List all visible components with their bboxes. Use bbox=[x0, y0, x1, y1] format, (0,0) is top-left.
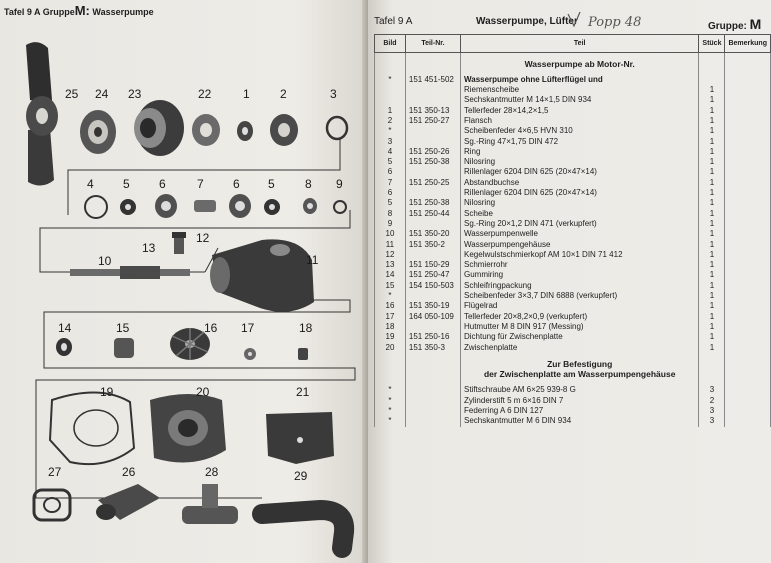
cell-bemerkung bbox=[725, 157, 771, 167]
cell-bild: 17 bbox=[375, 312, 406, 322]
right-title: Wasserpumpe, Lüfter bbox=[476, 16, 578, 27]
cell-bild: 11 bbox=[375, 240, 406, 250]
cell-stueck: 1 bbox=[699, 209, 725, 219]
right-page-header bbox=[374, 12, 771, 34]
table-row bbox=[375, 198, 771, 208]
cell-stueck: 1 bbox=[699, 85, 725, 95]
cell-stueck: 3 bbox=[699, 385, 725, 395]
cell-teil: Scheibenfeder 3×3,7 DIN 6888 (verkupfert) bbox=[460, 291, 698, 301]
cell-stueck: 1 bbox=[699, 178, 725, 188]
cell-stueck bbox=[699, 359, 725, 369]
table-row bbox=[375, 322, 771, 332]
callout-29: 29 bbox=[294, 469, 308, 483]
cell-teil: Hutmutter M 8 DIN 917 (Messing) bbox=[460, 322, 698, 332]
table-row bbox=[375, 167, 771, 177]
cell-teil: Flügelrad bbox=[460, 301, 698, 311]
cell-bemerkung bbox=[725, 188, 771, 198]
cell-bemerkung bbox=[725, 385, 771, 395]
cell-bemerkung bbox=[725, 219, 771, 229]
cell-teil-nr bbox=[405, 322, 460, 332]
cell-teil: Abstandbuchse bbox=[460, 178, 698, 188]
callout-12: 12 bbox=[196, 231, 210, 245]
cell-bild: 6 bbox=[375, 188, 406, 198]
cell-bild: 19 bbox=[375, 332, 406, 342]
cell-teil: Flansch bbox=[460, 116, 698, 126]
exploded-parts-drawing bbox=[0, 0, 368, 563]
cell-bild: 1 bbox=[375, 106, 406, 116]
cell-teil: Kegelwulstschmierkopf AM 10×1 DIN 71 412 bbox=[460, 250, 698, 260]
plate-21 bbox=[266, 412, 334, 464]
cell-bild: * bbox=[375, 385, 406, 395]
col-teil: Teil bbox=[460, 35, 698, 53]
flange-2 bbox=[270, 114, 298, 146]
cell-teil: Sechskantmutter M 6 DIN 934 bbox=[460, 416, 698, 426]
cell-stueck: 1 bbox=[699, 137, 725, 147]
callout-28: 28 bbox=[205, 465, 219, 479]
spacer-22 bbox=[192, 114, 220, 146]
table-row bbox=[375, 229, 771, 239]
cell-teil: Tellerfeder 20×8,2×0,9 (verkupfert) bbox=[460, 312, 698, 322]
callout-23: 23 bbox=[128, 87, 142, 101]
cell-teil: Sechskantmutter M 14×1,5 DIN 934 bbox=[460, 95, 698, 105]
callout-10: 10 bbox=[98, 254, 112, 268]
cell-bemerkung bbox=[725, 147, 771, 157]
cell-bild: 5 bbox=[375, 157, 406, 167]
cell-bild: * bbox=[375, 75, 406, 85]
cell-teil-nr bbox=[405, 406, 460, 416]
cell-bemerkung bbox=[725, 75, 771, 85]
callout-9: 9 bbox=[336, 177, 343, 191]
cell-bild: 6 bbox=[375, 167, 406, 177]
cell-stueck: 1 bbox=[699, 126, 725, 136]
cell-bild: * bbox=[375, 396, 406, 406]
table-row bbox=[375, 291, 771, 301]
cell-bemerkung bbox=[725, 291, 771, 301]
cell-stueck: 1 bbox=[699, 312, 725, 322]
cell-teil-nr bbox=[405, 219, 460, 229]
callout-7: 7 bbox=[197, 177, 204, 191]
handwritten-note bbox=[566, 10, 676, 32]
callout-1: 1 bbox=[243, 87, 250, 101]
cell-teil-nr bbox=[405, 291, 460, 301]
cell-bemerkung bbox=[725, 137, 771, 147]
table-row bbox=[375, 260, 771, 270]
cell-bild bbox=[375, 359, 406, 369]
cell-bemerkung bbox=[725, 301, 771, 311]
cell-stueck: 1 bbox=[699, 250, 725, 260]
cell-stueck: 1 bbox=[699, 167, 725, 177]
cell-teil-nr bbox=[405, 369, 460, 379]
table-header-row bbox=[375, 35, 771, 53]
cell-stueck: 2 bbox=[699, 396, 725, 406]
cell-teil: Dichtung für Zwischenplatte bbox=[460, 332, 698, 342]
callout-16: 16 bbox=[204, 321, 218, 335]
cell-stueck: 1 bbox=[699, 322, 725, 332]
col-bemerkung: Bemerkung bbox=[725, 35, 771, 53]
col-teil-nr: Teil-Nr. bbox=[405, 35, 460, 53]
cell-teil-nr: 151 250-27 bbox=[405, 116, 460, 126]
cell-teil-nr: 151 250-26 bbox=[405, 147, 460, 157]
cell-teil: Wasserpumpengehäuse bbox=[460, 240, 698, 250]
cell-bemerkung bbox=[725, 59, 771, 69]
callout-17: 17 bbox=[241, 321, 255, 335]
cell-teil: Wasserpumpe ohne Lüfterflügel und bbox=[460, 75, 698, 85]
cell-bemerkung bbox=[725, 126, 771, 136]
fan-blade-25 bbox=[26, 42, 58, 185]
cell-bemerkung bbox=[725, 116, 771, 126]
cell-bild: 13 bbox=[375, 260, 406, 270]
cell-stueck: 1 bbox=[699, 301, 725, 311]
section-title-row-1 bbox=[375, 59, 771, 69]
cell-teil: Wasserpumpenwelle bbox=[460, 229, 698, 239]
cell-bild bbox=[375, 85, 406, 95]
cell-bemerkung bbox=[725, 178, 771, 188]
cell-bemerkung bbox=[725, 416, 771, 426]
cell-teil: Nilosring bbox=[460, 198, 698, 208]
cell-stueck: 1 bbox=[699, 229, 725, 239]
callout-19: 19 bbox=[100, 385, 114, 399]
cell-bemerkung bbox=[725, 281, 771, 291]
callout-27: 27 bbox=[48, 465, 62, 479]
disc-spring-1 bbox=[237, 121, 253, 141]
cell-teil-nr: 151 350-13 bbox=[405, 106, 460, 116]
circlip-3 bbox=[327, 117, 347, 139]
gasket-19 bbox=[50, 392, 134, 464]
cell-bild: 2 bbox=[375, 116, 406, 126]
cell-stueck bbox=[699, 59, 725, 69]
cell-stueck: 1 bbox=[699, 332, 725, 342]
table-row bbox=[375, 219, 771, 229]
cell-teil: Zwischenplatte bbox=[460, 343, 698, 353]
table-row bbox=[375, 157, 771, 167]
parts-table-body bbox=[375, 53, 771, 427]
callout-24: 24 bbox=[95, 87, 109, 101]
table-row bbox=[375, 188, 771, 198]
right-gruppe bbox=[708, 16, 761, 32]
cell-teil-nr bbox=[405, 396, 460, 406]
cell-bemerkung bbox=[725, 369, 771, 379]
grease-nipple-12-13 bbox=[172, 232, 186, 254]
table-row bbox=[375, 396, 771, 406]
cell-stueck: 1 bbox=[699, 95, 725, 105]
handwriting-text: Popp 48 bbox=[588, 15, 642, 30]
cell-stueck: 1 bbox=[699, 147, 725, 157]
cell-teil-nr: 151 350-20 bbox=[405, 229, 460, 239]
cell-teil-nr: 151 350-19 bbox=[405, 301, 460, 311]
callout-5: 5 bbox=[123, 177, 130, 191]
cell-teil: Gummiring bbox=[460, 270, 698, 280]
table-row bbox=[375, 85, 771, 95]
row4-parts bbox=[56, 328, 308, 360]
row2-parts bbox=[85, 194, 346, 218]
cell-teil-nr: 151 350-3 bbox=[405, 343, 460, 353]
table-row bbox=[375, 106, 771, 116]
left-gruppe: M: bbox=[74, 3, 90, 18]
cell-teil: Riemenscheibe bbox=[460, 85, 698, 95]
table-row bbox=[375, 95, 771, 105]
cell-teil-nr: 151 250-16 bbox=[405, 332, 460, 342]
cell-stueck: 1 bbox=[699, 343, 725, 353]
cell-bemerkung bbox=[725, 106, 771, 116]
cell-bild: * bbox=[375, 291, 406, 301]
cell-teil-nr: 151 250-47 bbox=[405, 270, 460, 280]
cell-bemerkung bbox=[725, 359, 771, 369]
left-gruppe-label: Gruppe bbox=[42, 7, 75, 17]
table-row bbox=[375, 147, 771, 157]
left-tafel: Tafel 9 A bbox=[4, 7, 41, 17]
table-row bbox=[375, 332, 771, 342]
section-title: Zur Befestigung bbox=[460, 359, 698, 369]
right-gruppe-label: Gruppe: bbox=[708, 21, 747, 32]
col-stueck: Stück bbox=[699, 35, 725, 53]
cell-teil-nr bbox=[405, 416, 460, 426]
cell-bild: 20 bbox=[375, 343, 406, 353]
cell-teil: Rillenlager 6204 DIN 625 (20×47×14) bbox=[460, 167, 698, 177]
cell-bild: 18 bbox=[375, 322, 406, 332]
cell-bild: 16 bbox=[375, 301, 406, 311]
table-row bbox=[375, 270, 771, 280]
callout-6: 6 bbox=[159, 177, 166, 191]
callout-15: 15 bbox=[116, 321, 130, 335]
cell-teil: Zylinderstift 5 m 6×16 DIN 7 bbox=[460, 396, 698, 406]
cell-bemerkung bbox=[725, 270, 771, 280]
callout-3: 3 bbox=[330, 87, 337, 101]
cell-stueck: 1 bbox=[699, 198, 725, 208]
table-row bbox=[375, 416, 771, 426]
cell-stueck: 1 bbox=[699, 188, 725, 198]
cell-teil-nr: 151 250-38 bbox=[405, 198, 460, 208]
cell-bemerkung bbox=[725, 209, 771, 219]
cell-teil-nr bbox=[405, 85, 460, 95]
cell-bemerkung bbox=[725, 322, 771, 332]
cell-stueck: 1 bbox=[699, 291, 725, 301]
cell-teil: Ring bbox=[460, 147, 698, 157]
cell-teil-nr bbox=[405, 126, 460, 136]
cell-bemerkung bbox=[725, 240, 771, 250]
tee-pipe-28 bbox=[182, 484, 238, 524]
cell-teil: Schleifringpackung bbox=[460, 281, 698, 291]
cell-bild: * bbox=[375, 406, 406, 416]
cell-teil-nr bbox=[405, 188, 460, 198]
cell-bemerkung bbox=[725, 343, 771, 353]
cell-teil-nr: 151 350-2 bbox=[405, 240, 460, 250]
col-bild: Bild bbox=[375, 35, 406, 53]
callout-20: 20 bbox=[196, 385, 210, 399]
cell-teil-nr bbox=[405, 137, 460, 147]
cell-stueck bbox=[699, 75, 725, 85]
section-title: Wasserpumpe ab Motor-Nr. bbox=[460, 59, 698, 69]
table-row bbox=[375, 406, 771, 416]
table-row bbox=[375, 75, 771, 85]
table-row bbox=[375, 312, 771, 322]
callout-2: 2 bbox=[280, 87, 287, 101]
right-tafel: Tafel 9 A bbox=[374, 16, 413, 27]
left-page bbox=[0, 0, 368, 563]
cell-teil: Scheibe bbox=[460, 209, 698, 219]
callout-6: 6 bbox=[233, 177, 240, 191]
cell-bild: 3 bbox=[375, 137, 406, 147]
cell-bild: 12 bbox=[375, 250, 406, 260]
callout-8: 8 bbox=[305, 177, 312, 191]
cell-stueck: 1 bbox=[699, 281, 725, 291]
cell-bild: 15 bbox=[375, 281, 406, 291]
cell-bemerkung bbox=[725, 85, 771, 95]
cell-teil-nr: 151 250-38 bbox=[405, 157, 460, 167]
cell-teil: Rillenlager 6204 DIN 625 (20×47×14) bbox=[460, 188, 698, 198]
cell-stueck: 1 bbox=[699, 219, 725, 229]
cell-bild: 4 bbox=[375, 147, 406, 157]
cell-teil-nr bbox=[405, 167, 460, 177]
cell-bild: 14 bbox=[375, 270, 406, 280]
callout-21: 21 bbox=[296, 385, 310, 399]
cell-teil-nr: 151 451-502 bbox=[405, 75, 460, 85]
callout-26: 26 bbox=[122, 465, 136, 479]
cell-stueck: 3 bbox=[699, 416, 725, 426]
section-title-row-2a bbox=[375, 359, 771, 369]
cell-stueck: 1 bbox=[699, 157, 725, 167]
cell-bemerkung bbox=[725, 396, 771, 406]
cell-teil-nr bbox=[405, 95, 460, 105]
cell-teil-nr: 151 150-29 bbox=[405, 260, 460, 270]
cell-stueck: 1 bbox=[699, 106, 725, 116]
section-title-row-2b bbox=[375, 369, 771, 379]
cell-teil-nr: 151 250-44 bbox=[405, 209, 460, 219]
table-row bbox=[375, 137, 771, 147]
cell-bemerkung bbox=[725, 406, 771, 416]
cell-teil: Schmierrohr bbox=[460, 260, 698, 270]
cell-teil: Scheibenfeder 4×6,5 HVN 310 bbox=[460, 126, 698, 136]
cell-stueck: 1 bbox=[699, 116, 725, 126]
cell-stueck: 1 bbox=[699, 260, 725, 270]
table-row bbox=[375, 281, 771, 291]
cell-bild: * bbox=[375, 416, 406, 426]
cell-bild: 9 bbox=[375, 219, 406, 229]
hose-29 bbox=[262, 510, 344, 548]
cell-teil-nr: 154 150-503 bbox=[405, 281, 460, 291]
callout-18: 18 bbox=[299, 321, 313, 335]
parts-table bbox=[374, 34, 771, 427]
cell-bemerkung bbox=[725, 312, 771, 322]
table-row bbox=[375, 116, 771, 126]
table-row bbox=[375, 301, 771, 311]
cell-bemerkung bbox=[725, 198, 771, 208]
table-row bbox=[375, 385, 771, 395]
cell-bild: * bbox=[375, 126, 406, 136]
elbow-26 bbox=[96, 484, 160, 520]
cell-bild: 8 bbox=[375, 209, 406, 219]
cell-bild: 10 bbox=[375, 229, 406, 239]
table-row bbox=[375, 209, 771, 219]
right-gruppe-value: M bbox=[749, 16, 762, 32]
cell-teil: Sg.-Ring 20×1,2 DIN 471 (verkupfert) bbox=[460, 219, 698, 229]
cell-teil: Nilosring bbox=[460, 157, 698, 167]
cell-teil: Tellerfeder 28×14,2×1,5 bbox=[460, 106, 698, 116]
callout-5: 5 bbox=[268, 177, 275, 191]
cell-bild bbox=[375, 95, 406, 105]
cell-bemerkung bbox=[725, 95, 771, 105]
cell-bild: 5 bbox=[375, 198, 406, 208]
cell-teil-nr bbox=[405, 59, 460, 69]
right-page bbox=[368, 0, 771, 563]
cell-teil-nr bbox=[405, 385, 460, 395]
cell-bemerkung bbox=[725, 229, 771, 239]
callout-13: 13 bbox=[142, 241, 156, 255]
cell-teil: Stiftschraube AM 6×25 939-8 G bbox=[460, 385, 698, 395]
cell-stueck: 1 bbox=[699, 240, 725, 250]
cell-teil-nr: 151 250-25 bbox=[405, 178, 460, 188]
callout-4: 4 bbox=[87, 177, 94, 191]
table-row bbox=[375, 178, 771, 188]
cell-teil: Federring A 6 DIN 127 bbox=[460, 406, 698, 416]
cell-teil-nr: 164 050-109 bbox=[405, 312, 460, 322]
left-title: Wasserpumpe bbox=[92, 7, 154, 17]
cell-bild: 7 bbox=[375, 178, 406, 188]
callout-11: 11 bbox=[306, 253, 319, 267]
table-row bbox=[375, 126, 771, 136]
cell-teil-nr bbox=[405, 359, 460, 369]
cell-stueck: 1 bbox=[699, 270, 725, 280]
hub-23 bbox=[134, 100, 184, 156]
cell-bemerkung bbox=[725, 260, 771, 270]
cell-teil-nr bbox=[405, 250, 460, 260]
cell-bild bbox=[375, 369, 406, 379]
table-row bbox=[375, 343, 771, 353]
pulley-24 bbox=[80, 110, 116, 154]
callout-25: 25 bbox=[65, 87, 79, 101]
table-row bbox=[375, 250, 771, 260]
cell-bild bbox=[375, 59, 406, 69]
gasket-27 bbox=[34, 490, 70, 520]
table-row bbox=[375, 240, 771, 250]
cell-teil: Sg.-Ring 47×1,75 DIN 472 bbox=[460, 137, 698, 147]
cell-stueck: 3 bbox=[699, 406, 725, 416]
cell-stueck bbox=[699, 369, 725, 379]
cell-bemerkung bbox=[725, 167, 771, 177]
intermediate-plate-20 bbox=[150, 394, 226, 463]
cell-bemerkung bbox=[725, 250, 771, 260]
callout-22: 22 bbox=[198, 87, 212, 101]
callout-14: 14 bbox=[58, 321, 72, 335]
section-title: der Zwischenplatte am Wasserpumpengehäuse bbox=[460, 369, 698, 379]
pump-housing-11 bbox=[210, 239, 314, 311]
cell-bemerkung bbox=[725, 332, 771, 342]
shaft-10 bbox=[70, 266, 190, 279]
